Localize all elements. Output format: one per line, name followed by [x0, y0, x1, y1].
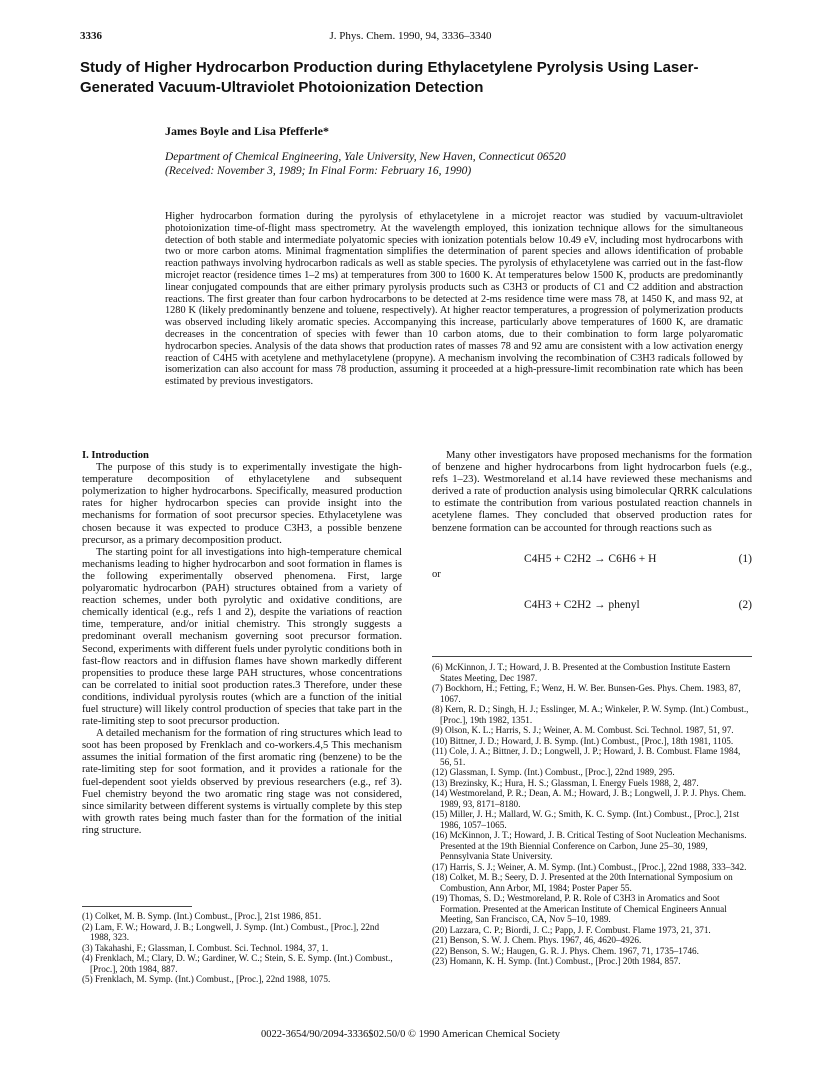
- intro-paragraph-2: The starting point for all investigations into high-temperature chemical mechanisms leading to higher hydrocarbon and soot formation in flames is the following experimentally observed phenomena. First, large polyaromatic hydrocarbon (PAH) structures obtained from a variety of reaction schemes, under both pyrolytic and oxidative conditions, are chemically identical (e.g., refs 1 and 2), despite the variations of reaction time, temperature, and/or initial chemistry. This strongly suggests a predominant overall mechanism governing soot precursor formation. Second, experiments with different fuels under pyrolytic conditions both in fast-flow reactors and in diffusion flames have shown markedly different propensities to produce these large PAH structures, whose concentrations can be correlated to initial soot production rates.3 Therefore, under these conditions, individual pyrolysis routes (which are a function of the initial fuel structure) will likely control production of species that take part in the rate-limiting step to soot precursor production.: [82, 546, 402, 728]
- reference-item: (16) McKinnon, J. T.; Howard, J. B. Critical Testing of Soot Nucleation Mechanisms. Presented at the 19th Biennial Conference on Carbon, June 25–30, 1989, Pennsylvania State University.: [432, 830, 747, 861]
- abstract: Higher hydrocarbon formation during the pyrolysis of ethylacetylene in a microjet reactor was studied by vacuum-ultraviolet photoionization time-of-flight mass spectrometry. At the wavelength employed, this ionization technique allows for the simultaneous detection of both stable and intermediate polyatomic species with ionization potentials below 10.49 eV, including most hydrocarbons with two or more carbon atoms. Minimal fragmentation simplifies the determination of parent species and allows identification of probable reaction pathways involving hydrocarbon radicals as well as stable species. The pyrolysis of ethylacetylene was carried out in the fast-flow microjet reactor (residence times 1–2 ms) at temperatures from 300 to 1600 K. At temperatures below 1500 K, products are predominantly linear conjugated compounds that are either primary pyrolysis products such as C3H3 or products of C1 and C2 addition and abstraction reactions. The first greater than four carbon hydrocarbons to be detected at 2-ms residence time were mass 78, at 1450 K, and mass 92, at 1280 K (likely predominantly benzene and toluene, respectively). At higher reactor temperatures, a progression of polymerization products was observed including likely aromatic species. Accompanying this increase, particularly above temperatures of 1600 K, are dramatic decreases in the concentration of species with fewer than 10 carbon atoms, due to their combination to form large polyaromatic hydrocarbon species. Analysis of the data shows that production rates of masses 78 and 92 amu are consistent with a low activation energy reaction of C4H5 with acetylene and methylacetylene (propyne). A mechanism involving the recombination of C3H3 radicals followed by isomerization can also account for mass 78 production, assuming it proceeded at a high-pressure-limit recombination rate which has been estimated by previous investigators.: [165, 211, 743, 388]
- reference-item: (1) Colket, M. B. Symp. (Int.) Combust., [Proc.], 21st 1986, 851.: [82, 911, 322, 921]
- affiliation-block: [165, 150, 745, 178]
- reference-item: (4) Frenklach, M.; Clary, D. W.; Gardiner, W. C.; Stein, S. E. Symp. (Int.) Combust., [Proc.], 20th 1984, 887.: [82, 953, 393, 974]
- affiliation: Department of Chemical Engineering, Yale University, New Haven, Connecticut 06520: [165, 151, 566, 163]
- running-head: [80, 30, 741, 46]
- received-dates: (Received: November 3, 1989; In Final Form: February 16, 1990): [165, 165, 472, 177]
- equation-1-formula: C4H5 + C2H2 → C6H6 + H: [524, 552, 657, 565]
- equation-2-number: (2): [738, 598, 752, 611]
- reference-item: (13) Brezinsky, K.; Hura, H. S.; Glassman, I. Energy Fuels 1988, 2, 487.: [432, 777, 699, 788]
- intro-paragraph-3: A detailed mechanism for the formation of ring structures which lead to soot has been proposed by Frenklach and co-workers.4,5 This mechanism assumes the initial formation of the first aromatic ring (benzene) to be the rate-limiting step for soot formation, and it provides a rationale for the fuel-dependent soot yields observed by previous researchers (e.g., ref 3). Fuel chemistry beyond the two aromatic ring stage was not considered, since similarity between different systems is virtually complete by this step with growth rates being much faster than for the formation of the initial ring structure.: [82, 728, 402, 836]
- section-heading: I. Introduction: [82, 450, 149, 461]
- reference-item: (8) Kern, R. D.; Singh, H. J.; Esslinger, M. A.; Winkeler, P. W. Symp. (Int.) Combust., [Proc.], 19th 1982, 1351.: [432, 704, 749, 725]
- reference-item: (22) Benson, S. W.; Haugen, G. R. J. Phys. Chem. 1967, 71, 1735–1746.: [432, 945, 699, 956]
- page-number: 3336: [80, 30, 102, 42]
- equation-2-formula: C4H3 + C2H2 → phenyl: [524, 598, 640, 611]
- reference-item: (3) Takahashi, F.; Glassman, I. Combust. Sci. Technol. 1984, 37, 1.: [82, 942, 329, 953]
- reference-item: (23) Homann, K. H. Symp. (Int.) Combust., [Proc.] 20th 1984, 857.: [432, 956, 681, 966]
- reference-item: (20) Lazzara, C. P.; Biordi, J. C.; Papp, J. F. Combust. Flame 1973, 21, 371.: [432, 924, 711, 935]
- article-title: Study of Higher Hydrocarbon Production during Ethylacetylene Pyrolysis Using Laser-Generated Vacuum-Ultraviolet Photoionization Detection: [80, 59, 699, 96]
- equation-1: [432, 553, 752, 569]
- reference-item: (5) Frenklach, M. Symp. (Int.) Combust., [Proc.], 22nd 1988, 1075.: [82, 974, 331, 984]
- footnote-rule-left: [82, 906, 192, 907]
- journal-citation: J. Phys. Chem. 1990, 94, 3336–3340: [329, 30, 492, 42]
- reference-item: (12) Glassman, I. Symp. (Int.) Combust., [Proc.], 22nd 1989, 295.: [432, 767, 675, 777]
- references-right: [432, 662, 752, 967]
- reference-item: (11) Cole, J. A.; Bittner, J. D.; Longwell, J. P.; Howard, J. B. Combust. Flame 1984, 56, 51.: [432, 746, 741, 767]
- reference-item: (14) Westmoreland, P. R.; Dean, A. M.; Howard, J. B.; Longwell, J. P. J. Phys. Chem. 1989, 93, 8171–8180.: [432, 788, 747, 809]
- reference-item: (10) Bittner, J. D.; Howard, J. B. Symp. (Int.) Combust., [Proc.], 18th 1981, 1105.: [432, 735, 734, 746]
- left-column: [82, 450, 402, 837]
- references-left: [82, 911, 402, 985]
- reference-item: (6) McKinnon, J. T.; Howard, J. B. Presented at the Combustion Institute Eastern States Meeting, Dec 1987.: [432, 662, 731, 683]
- right-column: [432, 450, 752, 615]
- reference-item: (17) Harris, S. J.; Weiner, A. M. Symp. (Int.) Combust., [Proc.], 22nd 1988, 333–342.: [432, 861, 747, 872]
- reference-item: (18) Colket, M. B.; Seery, D. J. Presented at the 20th International Symposium on Combustion, Ann Arbor, MI, 1984; Poster Paper 55.: [432, 872, 733, 893]
- reference-item: (19) Thomas, S. D.; Westmoreland, P. R. Role of C3H3 in Aromatics and Soot Formation. Presented at the American Institute of Chemical Engineers Annual Meeting, San Francisco, CA, Nov 5–10, 1989.: [432, 893, 727, 924]
- equation-2: [432, 599, 752, 615]
- reference-item: (7) Bockhorn, H.; Fetting, F.; Wenz, H. W. Ber. Bunsen-Ges. Phys. Chem. 1983, 87, 1067.: [432, 683, 741, 704]
- footnote-rule-right: [432, 656, 752, 657]
- reference-item: (2) Lam, F. W.; Howard, J. B.; Longwell, J. Symp. (Int.) Combust., [Proc.], 22nd 1988, 323.: [82, 921, 380, 942]
- intro-paragraph-4: Many other investigators have proposed mechanisms for the formation of benzene and higher hydrocarbons from light hydrocarbon fuels (e.g., refs 1–23). Westmoreland et al.14 have reviewed these mechanisms and derived a rate of production analysis using bimolecular QRRK calculations to estimate the contribution from various postulated reaction channels in acetylene flames. They concluded that observed production rates for benzene formation can be accounted for through reactions such as: [432, 450, 752, 534]
- reference-item: (15) Miller, J. H.; Mallard, W. G.; Smith, K. C. Symp. (Int.) Combust., [Proc.], 21st 1986, 1057–1065.: [432, 809, 740, 830]
- reference-item: (9) Olson, K. L.; Harris, S. J.; Weiner, A. M. Combust. Sci. Technol. 1987, 51, 97.: [432, 725, 734, 735]
- reference-item: (21) Benson, S. W. J. Chem. Phys. 1967, 46, 4620–4926.: [432, 935, 642, 945]
- author-list: James Boyle and Lisa Pfefferle*: [165, 124, 329, 138]
- or-text: or: [432, 568, 441, 580]
- intro-paragraph-1: The purpose of this study is to experimentally investigate the high-temperature decomposition of ethylacetylene and subsequent polymerization to higher hydrocarbons. Specifically, measured production rates for higher hydrocarbon species can provide insight into the mechanisms for formation of soot precursor species. Ethylacetylene was chosen because it was expected to produce C3H3, a possible benzene precursor, as a primary decomposition product.: [82, 462, 402, 546]
- copyright-footer: 0022-3654/90/2094-3336$02.50/0 © 1990 American Chemical Society: [260, 1029, 561, 1040]
- equation-1-number: (1): [738, 552, 752, 565]
